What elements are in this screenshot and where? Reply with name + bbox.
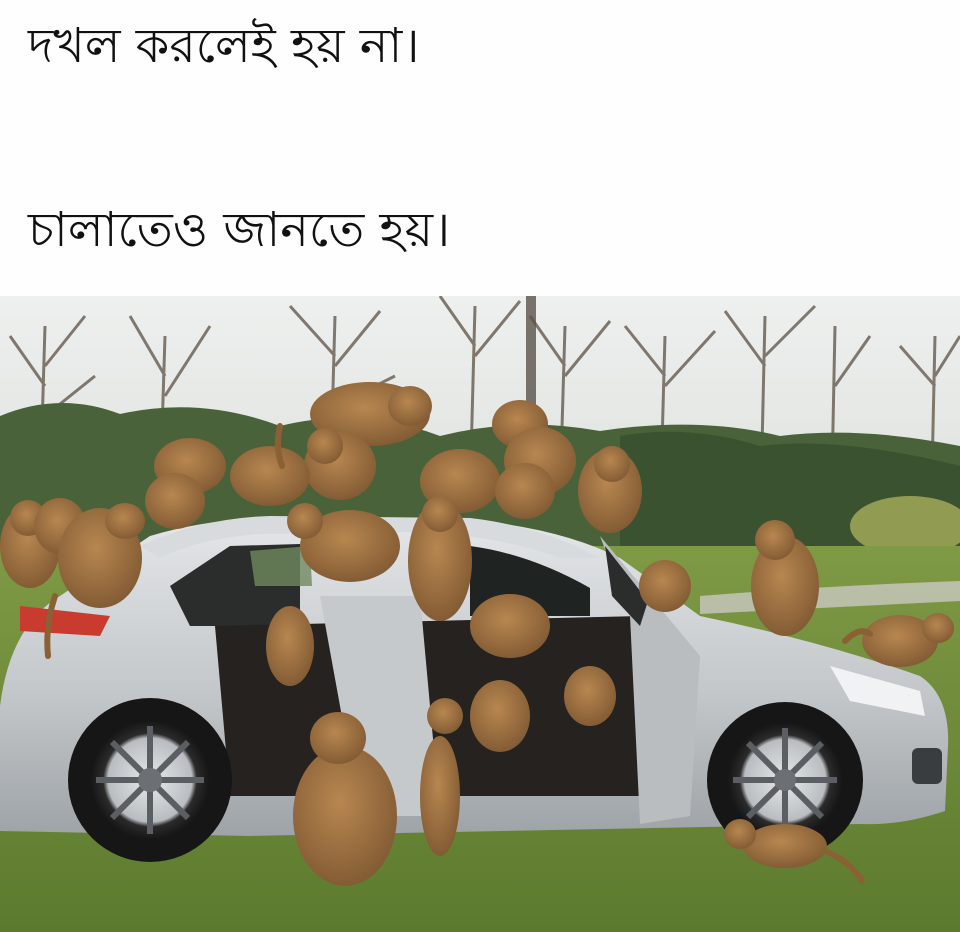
rear-wheel	[68, 698, 232, 862]
caption-line-2: চালাতেও জানতে হয়।	[28, 202, 451, 258]
meme-caption	[0, 0, 960, 296]
caption-line-1: দখল করলেই হয় না।	[28, 18, 420, 74]
meme-photo	[0, 296, 960, 932]
